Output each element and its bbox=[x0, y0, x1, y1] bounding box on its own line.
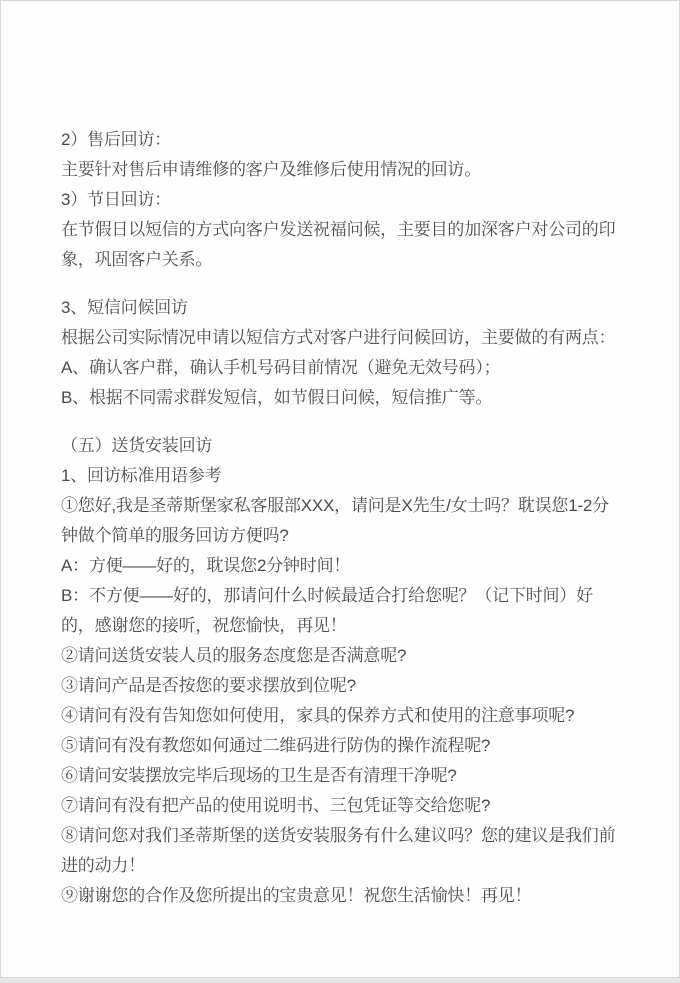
paragraph-line: ①您好,我是圣蒂斯堡家私客服部XXX，请问是X先生/女士吗？耽误您1-2分钟做个简单的服务回访方便吗? bbox=[61, 496, 609, 545]
paragraph-line: ⑤请问有没有教您如何通过二维码进行防伪的操作流程呢? bbox=[61, 736, 491, 755]
paragraph-line: 2）售后回访： bbox=[61, 130, 172, 149]
paragraph-line: ⑦请问有没有把产品的使用说明书、三包凭证等交给您呢? bbox=[61, 796, 491, 815]
paragraph-line: B：不方便——好的，那请问什么时候最适合打给您呢？（记下时间）好的，感谢您的接听，祝您愉快，再见！ bbox=[61, 586, 593, 635]
paragraph-line: ④请问有没有告知您如何使用，家具的保养方式和使用的注意事项呢? bbox=[61, 706, 575, 725]
paragraph-line: 根据公司实际情况申请以短信方式对客户进行问候回访，主要做的有两点： bbox=[61, 328, 616, 347]
paragraph-line: ②请问送货安装人员的服务态度您是否满意呢? bbox=[61, 646, 407, 665]
paragraph-line: ⑨谢谢您的合作及您所提出的宝贵意见！祝您生活愉快！再见！ bbox=[61, 886, 532, 905]
paragraph-line: 主要针对售后申请维修的客户及维修后使用情况的回访。 bbox=[61, 160, 481, 179]
paragraph-line: B、根据不同需求群发短信，如节假日问候，短信推广等。 bbox=[61, 388, 493, 407]
paragraph-line: 3、短信问候回访 bbox=[61, 298, 188, 317]
paragraph-spacer bbox=[61, 275, 625, 293]
paragraph-line: （五）送货安装回访 bbox=[61, 436, 213, 455]
paragraph-line: 在节假日以短信的方式向客户发送祝福问候，主要目的加深客户对公司的印象，巩固客户关系。 bbox=[61, 220, 616, 269]
paragraph-line: ③请问产品是否按您的要求摆放到位呢? bbox=[61, 676, 356, 695]
paragraph-line: A：方便——好的，耽误您2分钟时间！ bbox=[61, 556, 351, 575]
paragraph-line: A、确认客户群，确认手机号码目前情况（避免无效号码）； bbox=[61, 358, 501, 377]
paragraph-line: 3）节日回访： bbox=[61, 190, 172, 209]
paragraph-line: ⑥请问安装摆放完毕后现场的卫生是否有清理干净呢? bbox=[61, 766, 457, 785]
document-content bbox=[1, 1, 679, 911]
paragraph-spacer bbox=[61, 413, 625, 431]
paragraph-line: 1、回访标准用语参考 bbox=[61, 466, 222, 485]
paragraph-line: ⑧请问您对我们圣蒂斯堡的送货安装服务有什么建议吗？您的建议是我们前进的动力！ bbox=[61, 826, 616, 875]
